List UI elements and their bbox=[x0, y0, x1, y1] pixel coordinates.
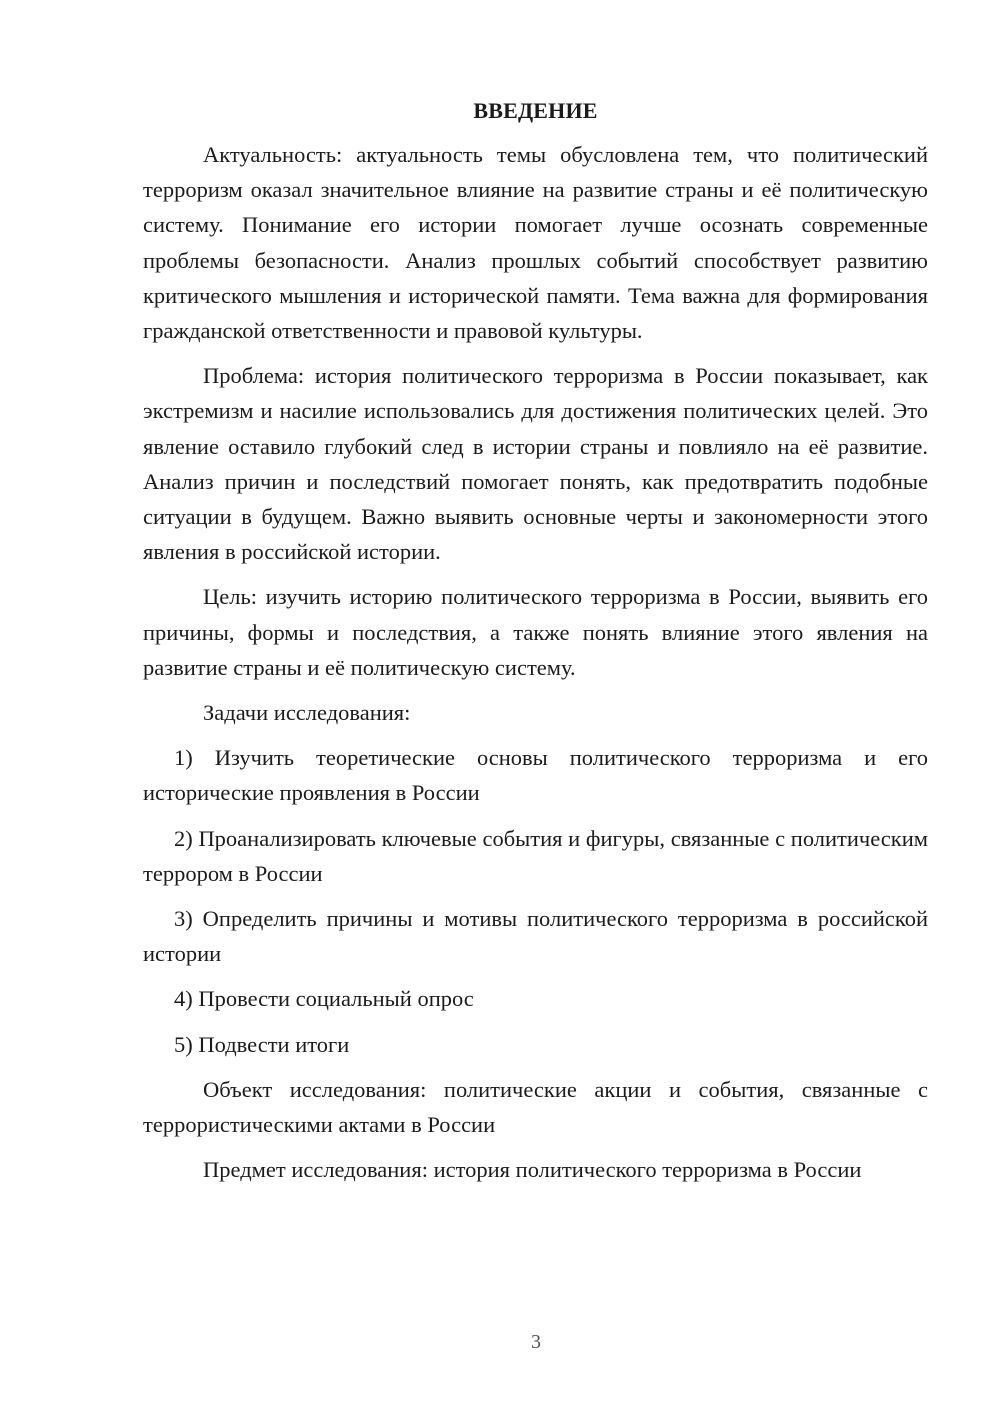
document-page bbox=[143, 94, 928, 1187]
page-title: ВВЕДЕНИЕ bbox=[473, 98, 598, 123]
task-item-4: 4) Провести социальный опрос bbox=[174, 986, 474, 1012]
problem-paragraph: Проблема: история политического терроризма в России показывает, как экстремизм и насилие использовались для достижения политических целей. Это явление оставило глубокий след в истории страны и повлияло на её развитие. Анализ причин и последствий помогает понять, как предотвратить подобные ситуации в будущем. Важно выявить основные черты и закономерности этого явления в российской истории. bbox=[143, 363, 928, 565]
task-item-5: 5) Подвести итоги bbox=[174, 1031, 350, 1057]
research-subject-paragraph: Предмет исследования: история политического терроризма в России bbox=[203, 1157, 862, 1183]
tasks-list bbox=[143, 740, 928, 1062]
tasks-heading: Задачи исследования: bbox=[203, 700, 411, 726]
goal-paragraph: Цель: изучить историю политического терроризма в России, выявить его причины, формы и последствия, а также понять влияние этого явления на развитие страны и её политическую систему. bbox=[143, 584, 928, 680]
research-object-paragraph: Объект исследования: политические акции и события, связанные с террористическими актами в России bbox=[143, 1076, 928, 1138]
task-item-1: 1) Изучить теоретические основы политического терроризма и его исторические проявления в России bbox=[143, 745, 928, 806]
relevance-paragraph: Актуальность: актуальность темы обусловлена тем, что политический терроризм оказал значительное влияние на развитие страны и её политическую систему. Понимание его истории помогает лучше осознать современные проблемы безопасности. Анализ прошлых событий способствует развитию критического мышления и исторической памяти. Тема важна для формирования гражданской ответственности и правовой культуры. bbox=[143, 142, 928, 344]
task-item-2: 2) Проанализировать ключевые события и фигуры, связанные с политическим террором в России bbox=[143, 825, 928, 886]
page-number: 3 bbox=[531, 1331, 541, 1353]
task-item-3: 3) Определить причины и мотивы политического терроризма в российской истории bbox=[143, 906, 928, 967]
